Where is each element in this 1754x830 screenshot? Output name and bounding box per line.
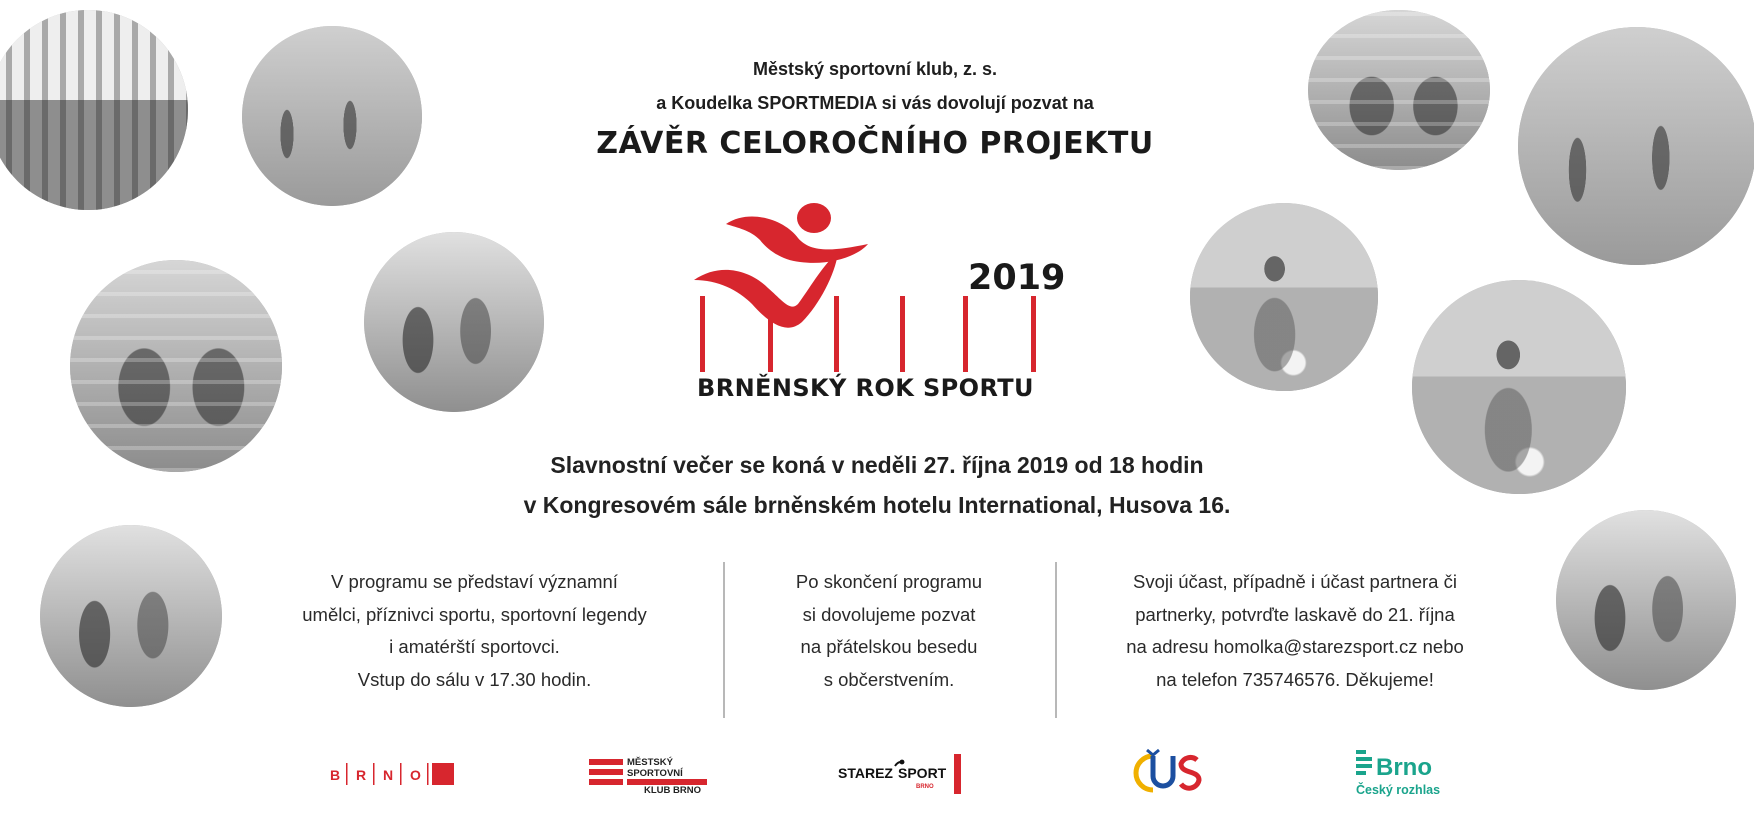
msk-logo bbox=[587, 756, 717, 794]
cyclists-photo bbox=[70, 260, 282, 472]
column-line: na adresu homolka@starezsport.cz nebo bbox=[1126, 636, 1464, 657]
exhibition-photo bbox=[1518, 27, 1754, 265]
reception-column bbox=[754, 566, 1024, 696]
dancers-photo bbox=[364, 232, 544, 412]
audience-photo bbox=[1308, 10, 1490, 170]
brno-letter: N bbox=[383, 767, 394, 783]
starez-logo-icon bbox=[838, 752, 968, 796]
column-line: Po skončení programu bbox=[795, 571, 983, 592]
event-date-line: Slavnostní večer se koná v neděli 27. října 2019 od 18 hodin bbox=[550, 452, 1204, 478]
column-line: na přátelskou besedu bbox=[800, 636, 978, 657]
event-name: BRNĚNSKÝ ROK SPORTU bbox=[697, 374, 1034, 402]
event-year: 2019 bbox=[968, 258, 1066, 298]
football-coach-photo bbox=[1412, 280, 1626, 494]
organizer-line: Městský sportovní klub, z. s. bbox=[752, 59, 998, 79]
msk-line1: MĚSTSKÝ bbox=[627, 757, 673, 768]
msk-logo-icon bbox=[587, 756, 717, 794]
column-line: si dovolujeme pozvat bbox=[802, 603, 976, 625]
msk-line2: SPORTOVNÍ bbox=[627, 768, 683, 779]
column-divider bbox=[1055, 562, 1057, 718]
rozhlas-sub: Český rozhlas bbox=[1356, 783, 1441, 797]
starez-brno-text: BRNO bbox=[916, 784, 934, 790]
folk-costume-couple-photo bbox=[1556, 510, 1736, 690]
children-crafts-photo bbox=[40, 525, 222, 707]
column-line: s občerstvením. bbox=[823, 668, 955, 690]
co-organizer-line: a Koudelka SPORTMEDIA si vás dovolují pozvat na bbox=[656, 93, 1094, 113]
starez-text: STAREZ bbox=[838, 765, 893, 781]
youth-football-photo bbox=[1190, 203, 1378, 391]
rsvp-column bbox=[1090, 566, 1500, 696]
brno-letter: O bbox=[410, 767, 421, 783]
historic-stadium-photo bbox=[0, 10, 188, 210]
cus-text: ČUS bbox=[1123, 748, 1126, 749]
rozhlas-logo-icon bbox=[1354, 746, 1484, 800]
event-venue-line: v Kongresovém sále brněnském hotelu International, Husova 16. bbox=[523, 492, 1231, 518]
brno-letter: R bbox=[356, 767, 367, 783]
column-line: Vstup do sálu v 17.30 hodin. bbox=[357, 668, 592, 690]
program-column bbox=[262, 566, 687, 696]
column-line: umělci, příznivci sportu, sportovní legendy bbox=[302, 603, 647, 625]
event-details bbox=[420, 445, 1334, 525]
rozhlas-brand: Brno bbox=[1376, 754, 1432, 781]
cus-logo bbox=[1123, 748, 1207, 798]
column-line: na telefon 735746576. Děkujeme! bbox=[1156, 668, 1434, 690]
invitation-intro bbox=[595, 52, 1155, 120]
column-line: Svoji účast, případně i účast partnera či bbox=[1133, 571, 1457, 592]
column-divider bbox=[723, 562, 725, 718]
column-line: partnerky, potvrďte laskavě do 21. října bbox=[1135, 603, 1455, 625]
sport-text: SPORT bbox=[898, 765, 947, 781]
brno-letter: B bbox=[330, 767, 341, 783]
brno-city-logo bbox=[330, 759, 458, 789]
cus-logo-icon bbox=[1123, 748, 1207, 798]
cesky-rozhlas-brno-logo bbox=[1354, 746, 1484, 800]
starez-sport-logo bbox=[838, 752, 968, 796]
msk-line3: KLUB BRNO bbox=[644, 785, 701, 794]
gymnasts-photo bbox=[242, 26, 422, 206]
column-line: V programu se představí významní bbox=[331, 571, 618, 592]
brno-logo-icon bbox=[330, 759, 458, 789]
page-title: ZÁVĚR CELOROČNÍHO PROJEKTU bbox=[596, 126, 1154, 161]
column-line: i amatérští sportovci. bbox=[389, 636, 560, 657]
